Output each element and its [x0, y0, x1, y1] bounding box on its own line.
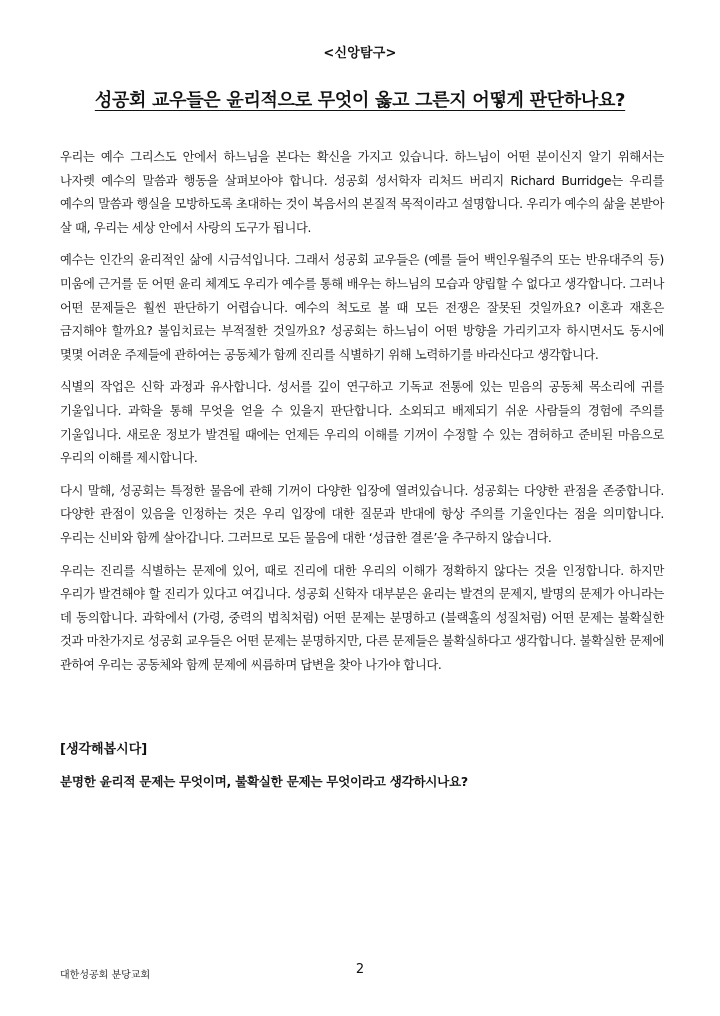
footer-church-name: 대한성공회 분당교회	[60, 970, 151, 981]
body-text	[60, 146, 664, 686]
paragraph: 예수는 인간의 윤리적인 삶에 시금석입니다. 그래서 성공회 교우들은 (예를 들어 백인우월주의 또는 반유대주의 등) 미움에 근거를 둔 어떤 윤리 체계도 우리가 예수를 통해 배우는 하느님의 모습과 양립할 수 없다고 생각합니다. 그러나 어떤 문제들은 훨씬 판단하기 어렵습니다. 예수의 척도로 볼 때 모든 전쟁은 잘못된 것일까요? 이혼과 재혼은 금지해야 할까요? 불임치료는 부적절한 것일까요? 성공회는 하느님이 어떤 방향을 가리키고자 하시면서도 동시에 몇몇 어려운 주제들에 관하여는 공동체가 함께 진리를 식별하기 위해 노력하기를 바라신다고 생각합니다.	[60, 253, 664, 362]
reflection-section	[60, 738, 664, 790]
paragraph: 다시 말해, 성공회는 특정한 물음에 관해 기꺼이 다양한 입장에 열려있습니다. 성공회는 다양한 관점을 존중합니다. 다양한 관점이 있음을 인정하는 것은 우리 입장에 대한 질문과 반대에 항상 주의를 기울인다는 점을 의미합니다. 우리는 신비와 함께 살아갑니다. 그러므로 모든 물음에 대한 ‘성급한 결론’을 추구하지 않습니다.	[60, 483, 664, 545]
page-title: 성공회 교우들은 윤리적으로 무엇이 옳고 그른지 어떻게 판단하나요?	[94, 90, 626, 111]
paragraph: 우리는 진리를 식별하는 문제에 있어, 때로 진리에 대한 우리의 이해가 정확하지 않다는 것을 인정합니다. 하지만 우리가 발견해야 할 진리가 있다고 여깁니다. 성공회 신학자 대부분은 윤리는 발견의 문제지, 발명의 문제가 아니라는 데 동의합니다. 과학에서 (가령, 중력의 법칙처럼) 어떤 문제는 분명하고 (블랙홀의 성질처럼) 어떤 문제는 불확실한 것과 마찬가지로 성공회 교우들은 어떤 문제는 분명하지만, 다른 문제들은 불확실하다고 생각합니다. 불확실한 문제에 관하여 우리는 공동체와 함께 문제에 씨름하며 답변을 찾아 나가야 합니다.	[60, 563, 664, 672]
series-label: <신앙탐구>	[323, 46, 397, 61]
paragraph: 우리는 예수 그리스도 안에서 하느님을 본다는 확신을 가지고 있습니다. 하느님이 어떤 분이신지 알기 위해서는 나자렛 예수의 말씀과 행동을 살펴보아야 합니다. 성공회 성서학자 리처드 버리지 Richard Burridge는 우리를 예수의 말씀과 행실을 모방하도록 초대하는 것이 복음서의 본질적 목적이라고 설명합니다. 우리가 예수의 삶을 본받아 살 때, 우리는 세상 안에서 사랑의 도구가 됩니다.	[60, 150, 664, 235]
paragraph: 식별의 작업은 신학 과정과 유사합니다. 성서를 깊이 연구하고 기독교 전통에 있는 믿음의 공동체 목소리에 귀를 기울입니다. 과학을 통해 무엇을 얻을 수 있을지 판단합니다. 소외되고 배제되기 쉬운 사람들의 경험에 주의를 기울입니다. 새로운 정보가 발견될 때에는 언제든 우리의 이해를 기꺼이 수정할 수 있는 겸허하고 준비된 마음으로 우리의 이해를 제시합니다.	[60, 380, 664, 466]
page-number: 2	[355, 962, 365, 977]
reflection-question: 분명한 윤리적 문제는 무엇이며, 불확실한 문제는 무엇이라고 생각하시나요?	[60, 774, 468, 789]
reflection-heading: [생각해봅시다]	[60, 742, 148, 757]
